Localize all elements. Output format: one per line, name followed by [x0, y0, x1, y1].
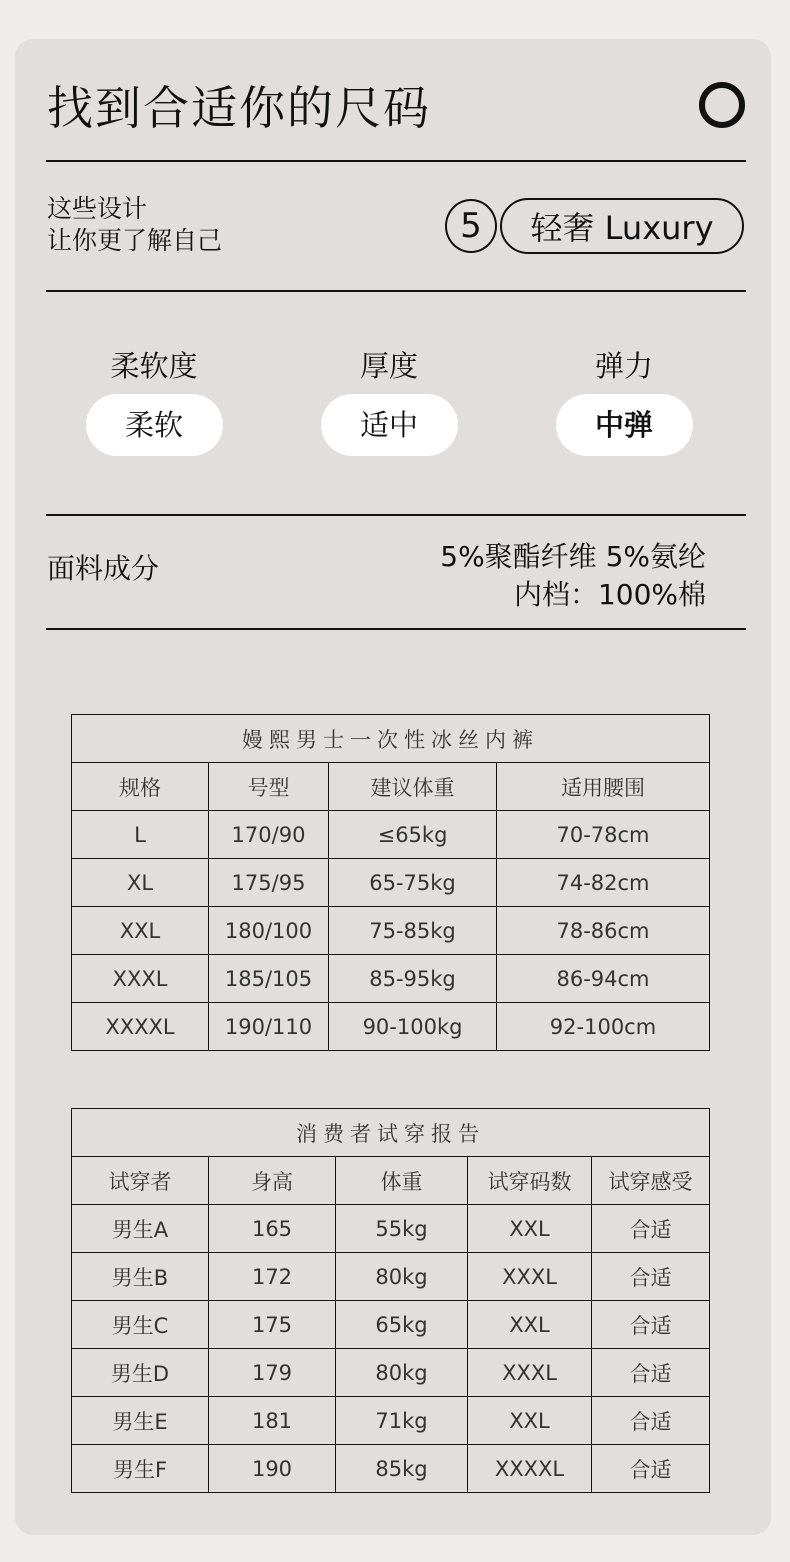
table-cell: 175	[209, 1301, 336, 1349]
table-cell: ≤65kg	[329, 811, 497, 859]
table-cell: 172	[209, 1253, 336, 1301]
table-row	[72, 1397, 710, 1445]
table-cell: 165	[209, 1205, 336, 1253]
divider	[46, 290, 746, 292]
intro-line-1: 这些设计	[47, 194, 148, 223]
report-table-caption: 消费者试穿报告	[72, 1109, 710, 1157]
column-header: 试穿码数	[468, 1157, 592, 1205]
property-value-pill: 适中	[321, 394, 458, 456]
table-cell: 男生C	[72, 1301, 209, 1349]
table-cell: 86-94cm	[497, 955, 710, 1003]
table-row	[72, 907, 710, 955]
property-elasticity	[539, 346, 709, 456]
table-cell: XXXXL	[72, 1003, 209, 1051]
table-row	[72, 1349, 710, 1397]
table-cell: 181	[209, 1397, 336, 1445]
property-label: 厚度	[359, 349, 418, 383]
table-cell: 85kg	[336, 1445, 468, 1493]
luxury-badge: 轻奢 Luxury	[500, 198, 744, 254]
circle-icon	[699, 82, 745, 128]
table-cell: 75-85kg	[329, 907, 497, 955]
table-cell: 70-78cm	[497, 811, 710, 859]
table-cell: 合适	[592, 1205, 710, 1253]
table-cell: 170/90	[209, 811, 329, 859]
table-cell: 74-82cm	[497, 859, 710, 907]
column-header: 试穿感受	[592, 1157, 710, 1205]
table-cell: 合适	[592, 1397, 710, 1445]
column-header: 建议体重	[329, 763, 497, 811]
table-cell: 190/110	[209, 1003, 329, 1051]
size-table-header-row	[72, 763, 710, 811]
table-cell: 男生D	[72, 1349, 209, 1397]
table-row	[72, 1301, 710, 1349]
column-header: 规格	[72, 763, 209, 811]
divider	[46, 160, 746, 162]
table-cell: 92-100cm	[497, 1003, 710, 1051]
intro-text	[47, 193, 222, 257]
table-cell: L	[72, 811, 209, 859]
table-cell: XXL	[468, 1205, 592, 1253]
table-row	[72, 1205, 710, 1253]
table-cell: XXXXL	[468, 1445, 592, 1493]
fabric-label: 面料成分	[47, 552, 160, 585]
table-row	[72, 955, 710, 1003]
table-cell: 合适	[592, 1445, 710, 1493]
table-cell: 85-95kg	[329, 955, 497, 1003]
fabric-composition	[440, 538, 706, 614]
column-header: 适用腰围	[497, 763, 710, 811]
table-cell: XXL	[72, 907, 209, 955]
column-header: 试穿者	[72, 1157, 209, 1205]
table-cell: 男生B	[72, 1253, 209, 1301]
number-badge: 5	[445, 199, 497, 253]
table-cell: XL	[72, 859, 209, 907]
property-label: 柔软度	[110, 349, 198, 383]
table-row	[72, 1003, 710, 1051]
table-cell: 78-86cm	[497, 907, 710, 955]
table-cell: XXXL	[468, 1253, 592, 1301]
table-row	[72, 1253, 710, 1301]
table-cell: 合适	[592, 1253, 710, 1301]
property-label: 弹力	[594, 349, 653, 383]
table-cell: 190	[209, 1445, 336, 1493]
column-header: 身高	[209, 1157, 336, 1205]
table-cell: 55kg	[336, 1205, 468, 1253]
table-row	[72, 859, 710, 907]
property-value-pill: 柔软	[86, 394, 223, 456]
property-value-pill: 中弹	[556, 394, 693, 456]
table-cell: XXL	[468, 1397, 592, 1445]
table-cell: 合适	[592, 1301, 710, 1349]
table-cell: XXXL	[468, 1349, 592, 1397]
table-cell: 179	[209, 1349, 336, 1397]
report-table-header-row	[72, 1157, 710, 1205]
column-header: 号型	[209, 763, 329, 811]
table-cell: 65kg	[336, 1301, 468, 1349]
table-cell: XXXL	[72, 955, 209, 1003]
table-cell: 90-100kg	[329, 1003, 497, 1051]
table-cell: 男生A	[72, 1205, 209, 1253]
fabric-line-1: 5%聚酯纤维 5%氨纶	[440, 540, 706, 573]
table-cell: 180/100	[209, 907, 329, 955]
table-cell: 男生E	[72, 1397, 209, 1445]
table-cell: 合适	[592, 1349, 710, 1397]
page-title: 找到合适你的尺码	[47, 81, 431, 135]
property-thickness	[304, 346, 474, 456]
report-table	[71, 1108, 710, 1493]
table-cell: 175/95	[209, 859, 329, 907]
table-cell: 80kg	[336, 1349, 468, 1397]
property-softness	[69, 346, 239, 456]
table-row	[72, 811, 710, 859]
table-cell: 65-75kg	[329, 859, 497, 907]
table-cell: XXL	[468, 1301, 592, 1349]
divider	[46, 514, 746, 516]
table-row	[72, 1445, 710, 1493]
table-cell: 185/105	[209, 955, 329, 1003]
fabric-line-2: 内档：100%棉	[513, 578, 706, 611]
table-cell: 男生F	[72, 1445, 209, 1493]
table-cell: 80kg	[336, 1253, 468, 1301]
divider	[46, 628, 746, 630]
column-header: 体重	[336, 1157, 468, 1205]
intro-line-2: 让你更了解自己	[47, 226, 223, 255]
size-table	[71, 714, 710, 1051]
size-table-caption: 嫚熙男士一次性冰丝内裤	[72, 715, 710, 763]
table-cell: 71kg	[336, 1397, 468, 1445]
